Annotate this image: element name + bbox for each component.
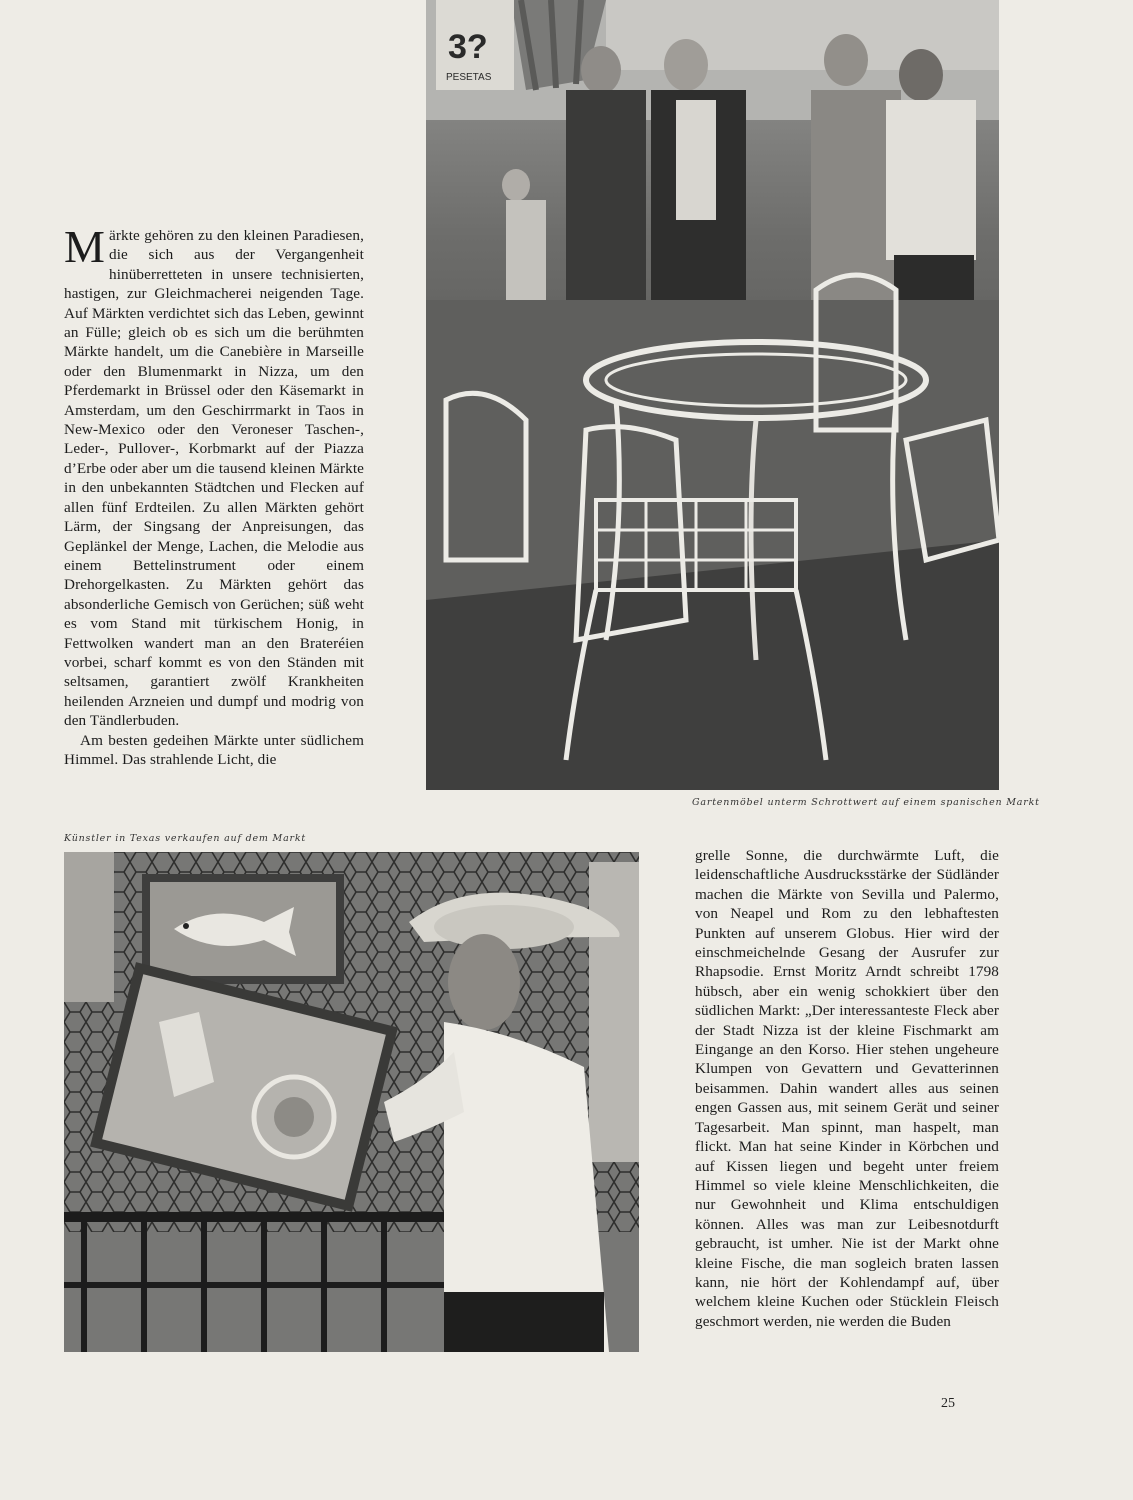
photo-garden-furniture-illustration	[426, 0, 999, 790]
article-column-left	[64, 221, 364, 769]
sign-currency-text: PESETAS	[446, 72, 492, 83]
photo-caption-artist: Künstler in Texas verkaufen auf dem Markt	[64, 833, 307, 844]
sign-price-number: 3?	[448, 28, 488, 66]
article-paragraph-text: ärkte gehören zu den kleinen Paradiesen, die sich aus der Vergangenheit hinüberretteten in unsere technisierten, hastigen, zur Gleichmacherei neigenden Tage. Auf Märkten verdichtet sich das Leben, gewinnt an Fülle; gleich ob es sich um die berühmten Märkte handelt, um die Canebière in Marseille oder den Blumenmarkt in Nizza, um den Pferdemarkt in Brüssel oder den Käsemarkt in Amsterdam, um den Geschirrmarkt in Taos in New-Mexico oder den Veroneser Taschen-, Leder-, Pullover-, Korbmarkt auf der Piazza d’Erbe oder aber um die tausend kleinen Märkte in den unbekannten Städtchen und Flecken auf allen fünf Erdteilen. Zu allen Märkten gehört Lärm, der Singsang der Anpreisungen, das Geplänkel der Menge, Lachen, die Melodie aus einem Bettelinstrument oder einem Drehorgelkasten. Zu Märkten gehört das absonderliche Gemisch von Gerüchen; süß weht es vom Stand mit türkischem Honig, in Fettwolken wandert man an den Brateréien vorbei, scharf kommt es von den Ständen mit seltsamen, garantiert zwölf Krankheiten heilenden Arzneien und dumpf und modrig von den Tändlerbuden.	[64, 227, 364, 730]
photo-artist-illustration	[64, 852, 639, 1352]
article-paragraph: grelle Sonne, die durchwärmte Luft, die leidenschaftliche Ausdrucksstärke der Südländer machen die Märkte von Sevilla und Palermo, von Neapel und Rom zu den lebhaftesten Punkten auf unserem Globus. Hier wird der einschmeichelnde Gesang der Ausrufer zur Rhapsodie. Ernst Moritz Arndt schreibt 1798 hübsch, aber ein wenig schokkiert über den südlichen Markt: „Der interessanteste Fleck aber der Stadt Nizza ist der kleine Fischmarkt am Eingange an den Korso. Hier stehen ungeheure Klumpen von Gevattern und Gevatterinnen beisammen. Dahin wandert alles aus seinen engen Gassen aus, mit seinem Gerät und seiner Tagesarbeit. Man spinnt, man haspelt, man flickt. Man hat seine Kinder in Körbchen und auf Kissen liegen und begeht unter freiem Himmel so viele kleine Menschlichkeiten, die nur Gewohnheit und Klima entschuldigen können. Alles was man zur Leibesnotdurft gebraucht, ist umher. Nie ist der Markt ohne kleine Fische, die man sogleich braten lassen kann, nie hört der Kohlendampf auf, über welchem kleine Kuchen oder Stücklein Fleisch geschmort werden, nie werden die Buden	[695, 847, 999, 1330]
article-column-right	[695, 846, 999, 1331]
photo-garden-furniture-market	[426, 0, 999, 790]
page-number: 25	[941, 1396, 955, 1411]
drop-cap: M	[64, 221, 106, 272]
article-paragraph: Am besten gedeihen Märkte unter südlichem Himmel. Das strahlende Licht, die	[64, 731, 364, 768]
photo-caption-market: Gartenmöbel unterm Schrottwert auf einem spanischen Markt	[692, 797, 1040, 808]
article-paragraph	[64, 221, 364, 731]
photo-artist-texas	[64, 852, 639, 1352]
